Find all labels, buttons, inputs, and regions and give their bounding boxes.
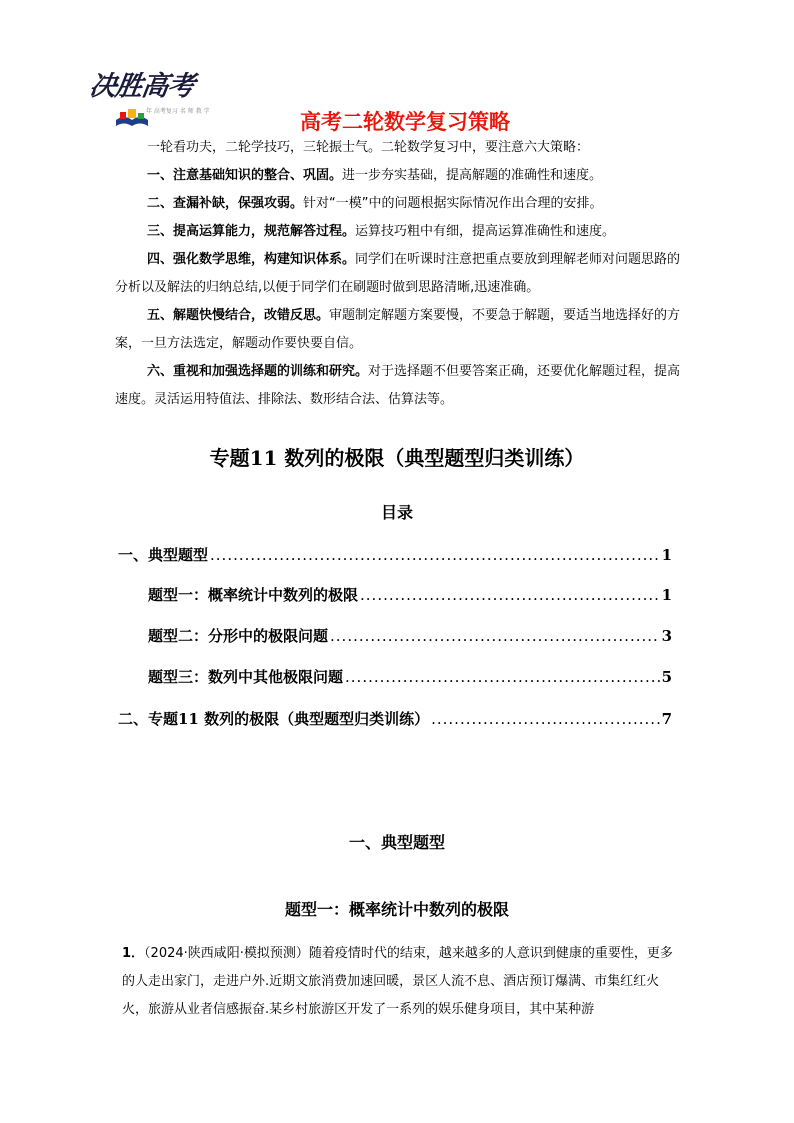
strategy-title: 高考二轮数学复习策略 [300,110,510,134]
toc-title: 目录 [380,503,413,522]
strategy-item-body: 审题制定解题方案要慢，不要急于解题，要适当地选择好的方案，一旦方法选定，解题动作要快要自信。 [115,308,681,351]
strategy-item-head: 四、强化数学思维，构建知识体系。 [147,252,356,267]
toc-entry-label: 二、专题11 数列的极限（典型题型归类训练） [118,710,430,728]
logo-text: 决胜高考 [87,71,196,102]
strategy-intro: 一轮看功夫，二轮学技巧，三轮振士气。二轮数学复习中，要注意六大策略： [147,140,590,155]
toc-entry[interactable] [148,584,672,605]
toc-entry[interactable] [118,708,672,729]
toc-entry-page: 5 [661,668,672,686]
toc-entry-label: 题型二：分形中的极限问题 [148,627,329,645]
strategy-item-head: 二、查漏补缺，保强攻弱。 [147,196,304,211]
topic-title: 专题11 数列的极限（典型题型归类训练） [209,446,585,470]
strategy-item-2 [115,190,685,218]
strategy-item-body: 同学们在听课时注意把重点要放到理解老师对问题思路的分析以及解法的归纳总结,以便于同学们在刷题时做到思路清晰,迅速准确。 [115,252,681,295]
strategy-item-1 [115,162,685,190]
toc-entry[interactable] [148,625,672,646]
strategy-item-head: 一、注意基础知识的整合、巩固。 [147,168,343,183]
toc-entry-label: 一、典型题型 [118,546,209,564]
toc-entry-page: 1 [661,546,672,564]
strategy-item-4 [115,246,685,302]
toc-entry-page: 1 [661,586,672,604]
logo-tagline: 年 高考复习 名 师 教 学 [146,108,210,115]
problem-text: （2024·陕西咸阳·模拟预测）随着疫情时代的结束，越来越多的人意识到健康的重要性，更多的人走出家门，走进户外.近期文旅消费加速回暖，景区人流不息、酒店预订爆满、市集红红火火，旅游从业者信感振奋.某乡村旅游区开发了一系列的娱乐健身项目，其中某种游 [122,946,673,1017]
strategy-item-5 [115,302,685,358]
strategy-item-body: 运算技巧粗中有细，提高运算准确性和速度。 [355,224,616,239]
toc-leader [345,668,660,686]
toc-leader [360,586,660,604]
toc-leader [431,710,659,728]
problem-number: 1． [122,946,145,961]
toc-leader [330,627,660,645]
strategy-item-6 [115,358,685,414]
subsection-heading: 题型一：概率统计中数列的极限 [284,900,509,919]
toc-entry[interactable] [118,544,672,565]
strategy-item-body: 进一步夯实基础，提高解题的准确性和速度。 [342,168,603,183]
strategy-item-body: 对于选择题不但要答案正确，还要优化解题过程，提高速度。灵活运用特值法、排除法、数形结合法、估算法等。 [115,364,681,407]
toc-entry[interactable] [148,666,672,687]
toc-leader [210,546,660,564]
strategy-item-head: 五、解题快慢结合，改错反思。 [147,308,330,323]
problem-1 [122,940,680,1024]
toc-entry-label: 题型一：概率统计中数列的极限 [148,586,359,604]
strategy-item-body: 针对“一模”中的问题根据实际情况作出合理的安排。 [303,196,603,211]
section-heading: 一、典型题型 [348,833,445,852]
toc-entry-label: 题型三：数列中其他极限问题 [148,668,344,686]
strategy-item-3 [115,218,685,246]
toc-entry-page: 3 [661,627,672,645]
strategy-item-head: 三、提高运算能力，规范解答过程。 [147,224,356,239]
toc-entry-page: 7 [661,710,672,728]
strategy-item-head: 六、重视和加强选择题的训练和研究。 [147,364,369,379]
